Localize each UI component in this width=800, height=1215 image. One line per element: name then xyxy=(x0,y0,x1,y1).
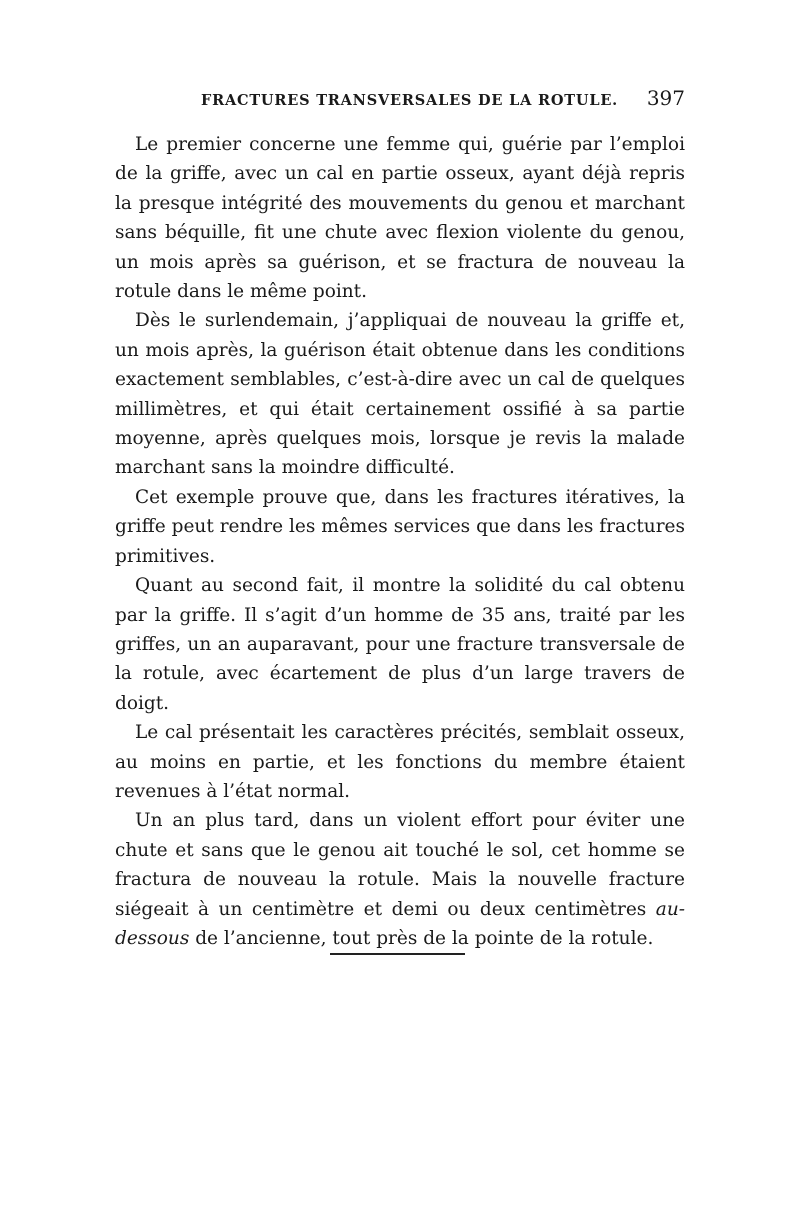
paragraph: Le premier concerne une femme qui, guérie par l’emploi de la griffe, avec un cal en partie osseux, ayant déjà repris la presque intégrité des mouvements du genou et marchant sans béquille, fit une chute avec flexion violente du genou, un mois après sa guérison, et se fractura de nouveau la rotule dans le même point. xyxy=(115,134,685,303)
page-number: 397 xyxy=(646,86,685,110)
running-header xyxy=(115,86,685,110)
running-title: FRACTURES TRANSVERSALES DE LA ROTULE. xyxy=(201,92,619,109)
body-text xyxy=(115,130,685,953)
paragraph: Cet exemple prouve que, dans les fractures itératives, la griffe peut rendre les mêmes services que dans les fractures primitives. xyxy=(115,486,685,567)
paragraph-text: Un an plus tard, dans un violent effort pour éviter une chute et sans que le genou ait touché le sol, cet homme se fractura de nouveau la rotule. Mais la nouvelle fracture siégeait à un centimètre et demi ou deux centimètres xyxy=(115,810,685,920)
paragraph: Dès le surlendemain, j’appliquai de nouveau la griffe et, un mois après, la guérison était obtenue dans les conditions exactement semblables, c’est-à-dire avec un cal de quelques millimètres, et qui était certainement ossifié à sa partie moyenne, après quelques mois, lorsque je revis la malade marchant sans la moindre difficulté. xyxy=(115,310,685,479)
emphasis-text: au-dessous xyxy=(115,898,685,949)
paragraph-text: de l’ancienne, tout près de la pointe de la rotule. xyxy=(189,927,654,949)
paragraph: Quant au second fait, il montre la solidité du cal obtenu par la griffe. Il s’agit d’un homme de 35 ans, traité par les griffes, un an auparavant, pour une fracture transversale de la rotule, avec écartement de plus d’un large travers de doigt. xyxy=(115,575,685,714)
paragraph xyxy=(115,806,685,953)
paragraph: Le cal présentait les caractères précités, semblait osseux, au moins en partie, et les fonctions du membre étaient revenues à l’état normal. xyxy=(115,722,685,802)
section-end-rule xyxy=(330,953,465,955)
